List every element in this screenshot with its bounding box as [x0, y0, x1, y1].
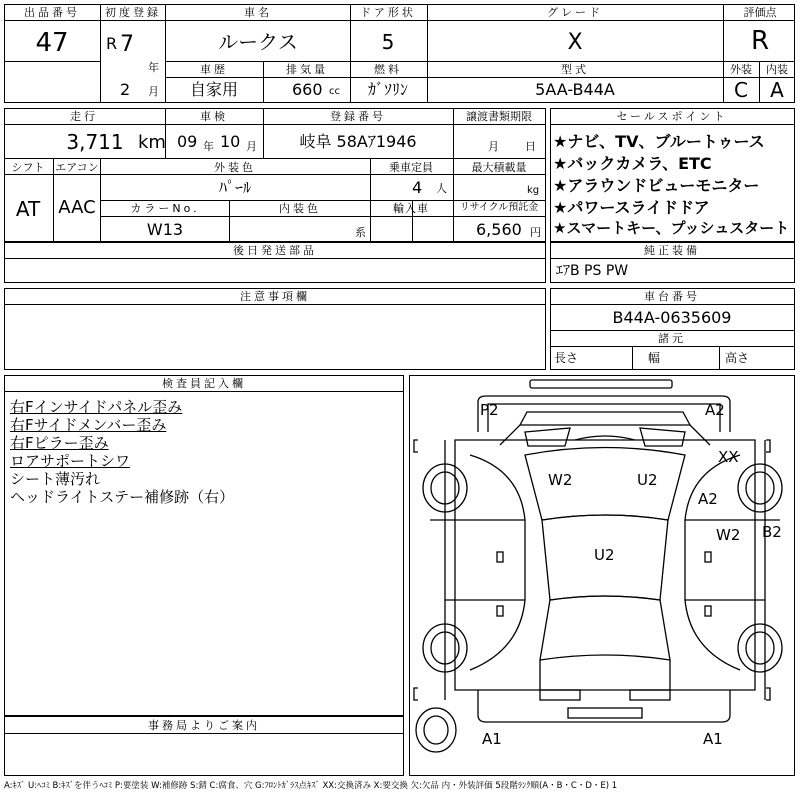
insp-month-unit: 月	[246, 140, 257, 153]
shift: AT	[15, 197, 41, 221]
int-color-unit: 系	[355, 226, 366, 239]
year-unit: 年	[148, 61, 159, 74]
reg-month: 2	[120, 80, 131, 99]
damage-mark: A2	[698, 490, 718, 508]
ac: AAC	[58, 197, 96, 218]
plate-label: 登録番号	[330, 110, 386, 123]
insp-year: 09	[177, 132, 198, 151]
recycle-unit: 円	[530, 226, 541, 239]
score-label: 評価点	[743, 6, 777, 19]
month-unit: 月	[148, 85, 159, 98]
int-grade: A	[770, 78, 784, 102]
damage-mark: U2	[594, 546, 615, 564]
load-unit: kg	[527, 185, 540, 196]
inspector-line: 右Fピラー歪み	[10, 434, 109, 452]
damage-mark: A1	[482, 730, 502, 748]
office-label: 事務局よりご案内	[148, 719, 260, 732]
width-label: 幅	[648, 351, 661, 365]
car-name: ルークス	[218, 30, 298, 54]
first-reg-label: 初度登録	[105, 6, 161, 19]
recycle: 6,560	[476, 220, 522, 239]
later-parts-label: 後日発送部品	[233, 244, 317, 257]
model-label: 型式	[561, 63, 589, 76]
inspection-label: 車検	[200, 110, 228, 123]
era: R	[106, 34, 118, 53]
transfer-month-unit: 月	[488, 140, 499, 153]
damage-mark: A1	[703, 730, 723, 748]
color-label: 外装色	[214, 161, 256, 174]
inspector-line: ヘッドライトステー補修跡（右）	[10, 488, 235, 506]
dims-label: 諸元	[658, 332, 686, 345]
inspector-label: 検査員記入欄	[162, 377, 246, 390]
height-label: 高さ	[725, 351, 750, 365]
transfer-label: 譲渡書類期限	[466, 110, 532, 123]
equipment-label: 純正装備	[644, 244, 700, 257]
fuel-label: 燃料	[374, 63, 402, 76]
color: ﾊﾟｰﾙ	[218, 178, 252, 197]
damage-mark: XX	[718, 448, 739, 466]
equipment: ｴｱB PS PW	[556, 263, 629, 279]
sales-point: ★バックカメラ、ETC	[553, 154, 712, 173]
inspector-line: 右Fインサイドパネル歪み	[10, 398, 183, 416]
inspector-notes	[10, 396, 400, 504]
model: 5AA-B44A	[535, 80, 615, 99]
plate: 岐阜 58Aｱ1946	[299, 132, 417, 151]
load-label: 最大積載量	[471, 161, 527, 174]
seats: 4	[412, 178, 423, 197]
insp-month: 10	[220, 132, 241, 151]
score: R	[750, 26, 770, 56]
history: 自家用	[189, 80, 239, 99]
ext-grade: C	[734, 78, 748, 102]
grade: X	[567, 30, 583, 55]
inspector-line: ロアサポートシワ	[10, 452, 131, 470]
fuel: ｶﾞｿﾘﾝ	[367, 80, 409, 99]
import-label: 輸入車	[393, 202, 429, 215]
damage-mark: P2	[480, 401, 499, 419]
color-no-label: カラーNo.	[130, 202, 200, 215]
insp-year-unit: 年	[203, 140, 214, 153]
damage-mark: W2	[548, 471, 573, 489]
doors: 5	[381, 30, 395, 54]
seats-label: 乗車定員	[389, 161, 433, 174]
disp-label: 排気量	[286, 63, 328, 76]
length-label: 長さ	[554, 351, 579, 365]
displacement: 660	[292, 80, 323, 99]
damage-mark: B2	[762, 523, 782, 541]
sales-points-label: セールスポイント	[616, 110, 728, 123]
inspector-line: シート薄汚れ	[10, 470, 101, 488]
disp-unit: cc	[329, 86, 340, 97]
mileage-unit: km	[138, 132, 166, 153]
name-label: 車名	[244, 6, 272, 19]
reg-year: 7	[120, 32, 134, 57]
mileage-label: 走行	[70, 110, 98, 123]
chassis-number: B44A-0635609	[612, 308, 732, 327]
transfer-day-unit: 日	[525, 140, 536, 153]
damage-mark: W2	[716, 526, 741, 544]
legend: A:ｷｽﾞ U:ﾍｺﾐ B:ｷｽﾞを伴うﾍｺﾐ P:要塗装 W:補修跡 S:錆 C:腐食、穴 G:ﾌﾛﾝﾄｶﾞﾗｽ点ｷｽﾞ XX:交換済み X:要交換 欠:欠品 内・外装評価 5段階ﾗﾝｸ順(A・B・C・D・E) 1	[4, 781, 618, 791]
ext-label: 外装	[730, 63, 752, 76]
spec-table	[4, 108, 546, 242]
door-label: ドア形状	[360, 6, 416, 19]
recycle-label: リサイクル預託金	[459, 202, 539, 213]
lot-label: 出品番号	[24, 6, 80, 19]
sales-point: ★スマートキー、プッシュスタート	[553, 219, 790, 237]
shift-label: シフト	[11, 161, 45, 174]
inspector-line: 右Fサイドメンバー歪み	[10, 416, 167, 434]
damage-mark: U2	[637, 471, 658, 489]
sales-point: ★ナビ、TV、ブルートゥース	[553, 132, 765, 151]
seats-unit: 人	[436, 182, 447, 195]
notes-label: 注意事項欄	[240, 290, 310, 303]
grade-label: グレード	[547, 6, 603, 19]
color-no: W13	[146, 220, 184, 239]
car-diagram-box	[409, 375, 795, 776]
damage-mark: A2	[705, 401, 725, 419]
sales-point: ★パワースライドドア	[553, 198, 710, 217]
sales-points-list	[553, 129, 793, 239]
mileage: 3,711	[66, 130, 124, 154]
chassis-label: 車台番号	[644, 290, 700, 303]
int-label: 内装	[766, 63, 788, 76]
lot-number: 47	[35, 28, 69, 58]
int-color-label: 内装色	[279, 202, 321, 215]
sales-point: ★アラウンドビューモニター	[553, 176, 760, 195]
ac-label: エアコン	[55, 161, 99, 174]
history-label: 車歴	[200, 63, 228, 76]
